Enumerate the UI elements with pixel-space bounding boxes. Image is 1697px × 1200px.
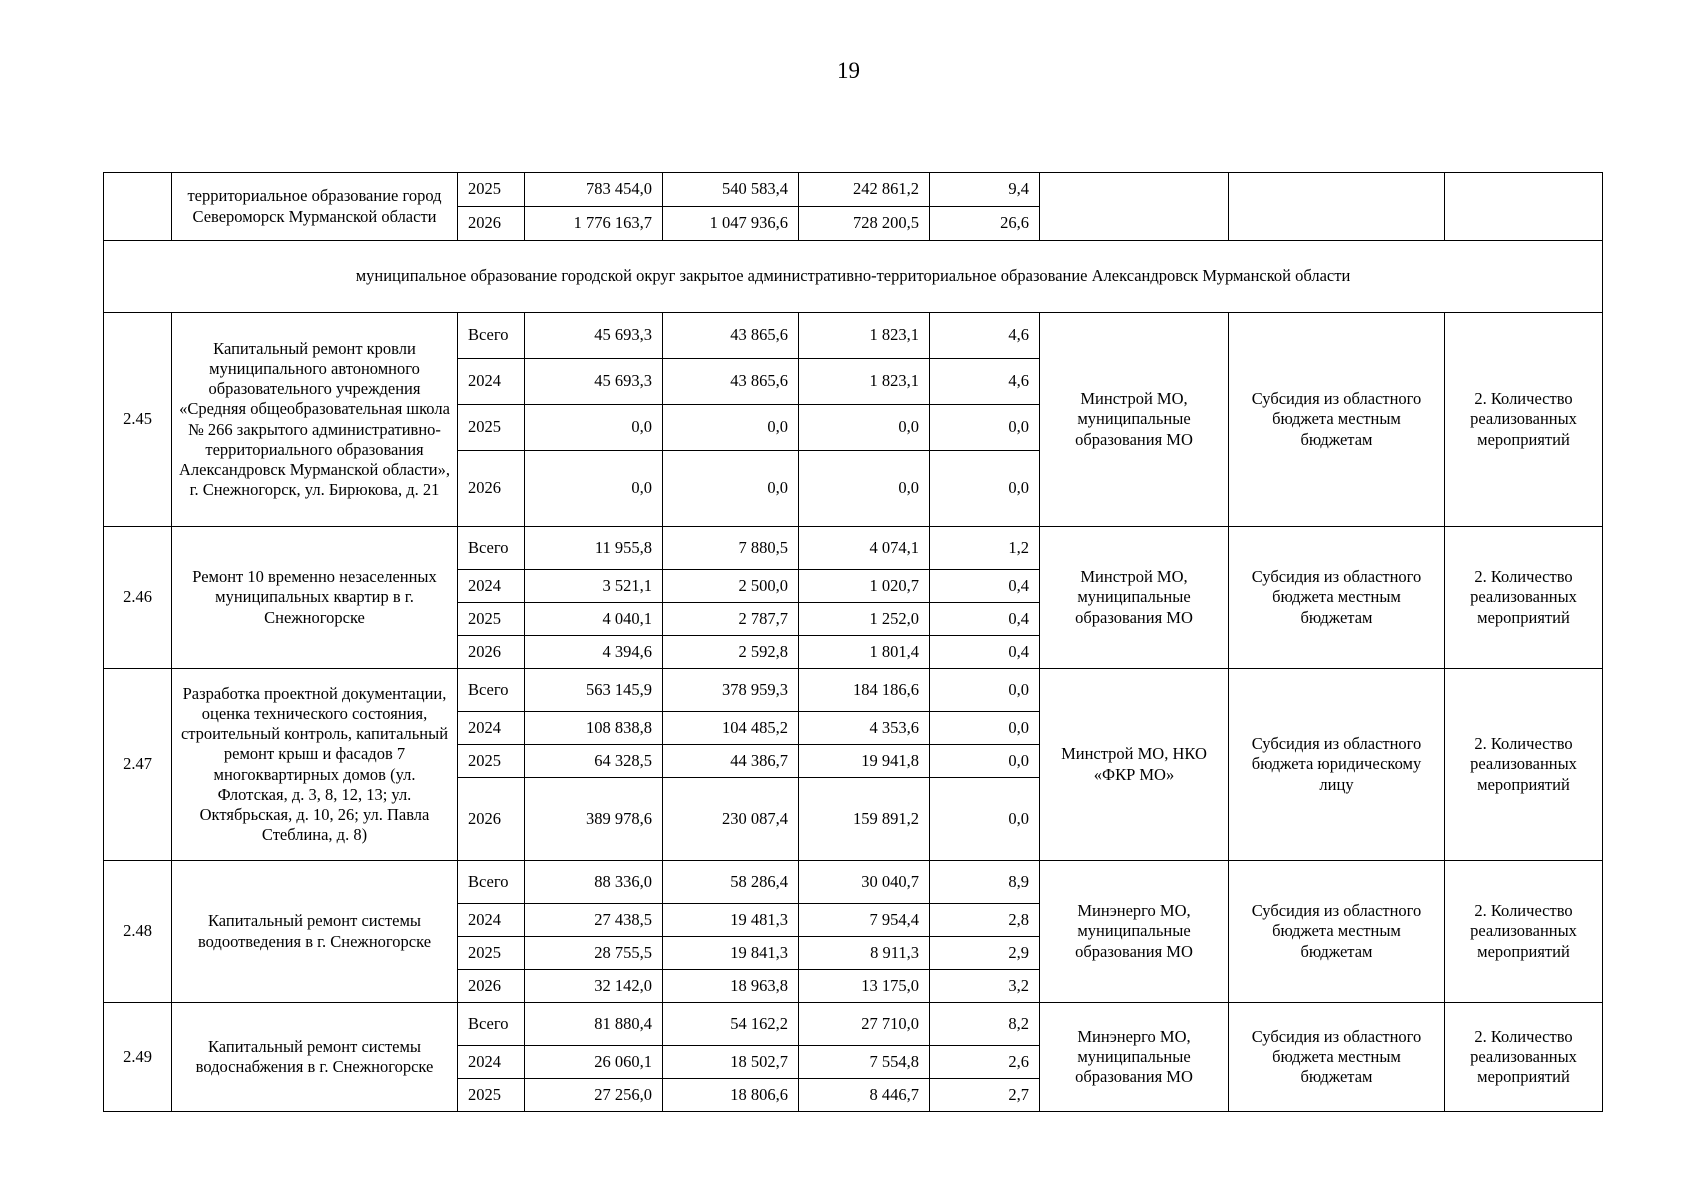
year-cell: 2026 [458,207,525,241]
regional-budget-cell: 2 500,0 [663,570,799,603]
other-sources-cell: 0,4 [930,636,1040,669]
total-cell: 1 776 163,7 [525,207,663,241]
local-budget-cell: 13 175,0 [799,970,930,1003]
executor-cell: Минэнерго МО, муниципальные образования МО [1040,861,1229,1003]
total-cell: 4 040,1 [525,603,663,636]
other-sources-cell: 2,9 [930,937,1040,970]
local-budget-cell: 27 710,0 [799,1003,930,1046]
local-budget-cell: 1 823,1 [799,359,930,405]
local-budget-cell: 4 074,1 [799,527,930,570]
year-cell: 2026 [458,778,525,861]
local-budget-cell: 8 911,3 [799,937,930,970]
table-row [104,313,1603,359]
item-name-cell: Ремонт 10 временно незаселенных муниципальных квартир в г. Снежногорске [172,527,458,669]
regional-budget-cell: 44 386,7 [663,745,799,778]
other-sources-cell: 9,4 [930,173,1040,207]
item-number-cell: 2.46 [104,527,172,669]
total-cell: 108 838,8 [525,712,663,745]
other-sources-cell: 8,9 [930,861,1040,904]
item-number-cell [104,173,172,241]
item-name-cell: Капитальный ремонт кровли муниципального автономного образовательного учреждения «Средняя общеобразовательная школа № 266 закрытого административно-территориального образования Александровск Мурманской области», г. Снежногорск, ул. Бирюкова, д. 21 [172,313,458,527]
year-cell: 2025 [458,745,525,778]
total-cell: 88 336,0 [525,861,663,904]
executor-cell: Минстрой МО, муниципальные образования МО [1040,313,1229,527]
item-name-cell: Разработка проектной документации, оценка технического состояния, строительный контроль, капитальный ремонт крыш и фасадов 7 многоквартирных домов (ул. Флотская, д. 3, 8, 12, 13; ул. Октябрьская, д. 10, 26; ул. Павла Стеблина, д. 8) [172,669,458,861]
local-budget-cell: 728 200,5 [799,207,930,241]
year-cell: 2024 [458,904,525,937]
year-cell: 2024 [458,712,525,745]
local-budget-cell: 184 186,6 [799,669,930,712]
local-budget-cell: 1 020,7 [799,570,930,603]
other-sources-cell: 4,6 [930,359,1040,405]
table-row [104,173,1603,207]
executor-cell: Минстрой МО, НКО «ФКР МО» [1040,669,1229,861]
year-cell: 2025 [458,937,525,970]
local-budget-cell: 1 252,0 [799,603,930,636]
total-cell: 26 060,1 [525,1046,663,1079]
total-cell: 389 978,6 [525,778,663,861]
other-sources-cell: 0,0 [930,405,1040,451]
regional-budget-cell: 43 865,6 [663,313,799,359]
regional-budget-cell: 54 162,2 [663,1003,799,1046]
regional-budget-cell: 2 592,8 [663,636,799,669]
regional-budget-cell: 18 502,7 [663,1046,799,1079]
other-sources-cell: 0,0 [930,712,1040,745]
local-budget-cell: 159 891,2 [799,778,930,861]
local-budget-cell: 0,0 [799,405,930,451]
total-cell: 27 438,5 [525,904,663,937]
indicator-cell: 2. Количество реализованных мероприятий [1445,313,1603,527]
item-name-cell: Капитальный ремонт системы водоснабжения в г. Снежногорске [172,1003,458,1112]
total-cell: 4 394,6 [525,636,663,669]
local-budget-cell: 30 040,7 [799,861,930,904]
regional-budget-cell: 104 485,2 [663,712,799,745]
other-sources-cell: 0,0 [930,451,1040,527]
other-sources-cell: 26,6 [930,207,1040,241]
executor-cell [1040,173,1229,241]
local-budget-cell: 7 554,8 [799,1046,930,1079]
table-row [104,1003,1603,1046]
other-sources-cell: 8,2 [930,1003,1040,1046]
regional-budget-cell: 1 047 936,6 [663,207,799,241]
item-number-cell: 2.45 [104,313,172,527]
regional-budget-cell: 58 286,4 [663,861,799,904]
regional-budget-cell: 18 963,8 [663,970,799,1003]
section-title: муниципальное образование городской округ закрытое административно-территориальное образование Александровск Мурманской области [104,241,1603,313]
executor-cell: Минстрой МО, муниципальные образования МО [1040,527,1229,669]
year-cell: Всего [458,861,525,904]
total-cell: 81 880,4 [525,1003,663,1046]
total-cell: 783 454,0 [525,173,663,207]
year-cell: 2025 [458,603,525,636]
year-cell: 2026 [458,970,525,1003]
section-title-row [104,241,1603,313]
local-budget-cell: 1 801,4 [799,636,930,669]
funding-source-cell: Субсидия из областного бюджета местным бюджетам [1229,861,1445,1003]
indicator-cell: 2. Количество реализованных мероприятий [1445,861,1603,1003]
total-cell: 0,0 [525,451,663,527]
local-budget-cell: 7 954,4 [799,904,930,937]
year-cell: Всего [458,669,525,712]
other-sources-cell: 1,2 [930,527,1040,570]
other-sources-cell: 0,0 [930,778,1040,861]
year-cell: 2025 [458,173,525,207]
regional-budget-cell: 378 959,3 [663,669,799,712]
local-budget-cell: 8 446,7 [799,1079,930,1112]
regional-budget-cell: 540 583,4 [663,173,799,207]
regional-budget-cell: 230 087,4 [663,778,799,861]
total-cell: 28 755,5 [525,937,663,970]
year-cell: 2026 [458,636,525,669]
indicator-cell: 2. Количество реализованных мероприятий [1445,1003,1603,1112]
year-cell: Всего [458,313,525,359]
local-budget-cell: 242 861,2 [799,173,930,207]
regional-budget-cell: 19 481,3 [663,904,799,937]
year-cell: 2026 [458,451,525,527]
page-number: 19 [837,58,860,83]
total-cell: 563 145,9 [525,669,663,712]
other-sources-cell: 4,6 [930,313,1040,359]
other-sources-cell: 2,7 [930,1079,1040,1112]
year-cell: 2024 [458,1046,525,1079]
indicator-cell: 2. Количество реализованных мероприятий [1445,527,1603,669]
year-cell: Всего [458,1003,525,1046]
funding-source-cell [1229,173,1445,241]
total-cell: 45 693,3 [525,313,663,359]
item-number-cell: 2.48 [104,861,172,1003]
funding-source-cell: Субсидия из областного бюджета местным бюджетам [1229,1003,1445,1112]
local-budget-cell: 19 941,8 [799,745,930,778]
item-number-cell: 2.49 [104,1003,172,1112]
item-name-cell: территориальное образование город Североморск Мурманской области [172,173,458,241]
year-cell: 2024 [458,359,525,405]
total-cell: 27 256,0 [525,1079,663,1112]
funding-source-cell: Субсидия из областного бюджета местным бюджетам [1229,527,1445,669]
total-cell: 0,0 [525,405,663,451]
indicator-cell: 2. Количество реализованных мероприятий [1445,669,1603,861]
total-cell: 45 693,3 [525,359,663,405]
other-sources-cell: 0,4 [930,603,1040,636]
indicator-cell [1445,173,1603,241]
regional-budget-cell: 18 806,6 [663,1079,799,1112]
item-name-cell: Капитальный ремонт системы водоотведения в г. Снежногорске [172,861,458,1003]
table-row [104,861,1603,904]
total-cell: 3 521,1 [525,570,663,603]
item-number-cell: 2.47 [104,669,172,861]
table-row [104,527,1603,570]
total-cell: 32 142,0 [525,970,663,1003]
local-budget-cell: 0,0 [799,451,930,527]
regional-budget-cell: 0,0 [663,405,799,451]
other-sources-cell: 0,0 [930,745,1040,778]
other-sources-cell: 0,4 [930,570,1040,603]
total-cell: 64 328,5 [525,745,663,778]
other-sources-cell: 2,6 [930,1046,1040,1079]
regional-budget-cell: 19 841,3 [663,937,799,970]
year-cell: 2025 [458,1079,525,1112]
year-cell: 2025 [458,405,525,451]
local-budget-cell: 4 353,6 [799,712,930,745]
total-cell: 11 955,8 [525,527,663,570]
executor-cell: Минэнерго МО, муниципальные образования МО [1040,1003,1229,1112]
other-sources-cell: 0,0 [930,669,1040,712]
funding-source-cell: Субсидия из областного бюджета местным бюджетам [1229,313,1445,527]
other-sources-cell: 2,8 [930,904,1040,937]
regional-budget-cell: 7 880,5 [663,527,799,570]
regional-budget-cell: 43 865,6 [663,359,799,405]
year-cell: Всего [458,527,525,570]
program-measures-table [103,172,1603,1112]
year-cell: 2024 [458,570,525,603]
regional-budget-cell: 2 787,7 [663,603,799,636]
table-row [104,669,1603,712]
funding-source-cell: Субсидия из областного бюджета юридическому лицу [1229,669,1445,861]
regional-budget-cell: 0,0 [663,451,799,527]
local-budget-cell: 1 823,1 [799,313,930,359]
other-sources-cell: 3,2 [930,970,1040,1003]
